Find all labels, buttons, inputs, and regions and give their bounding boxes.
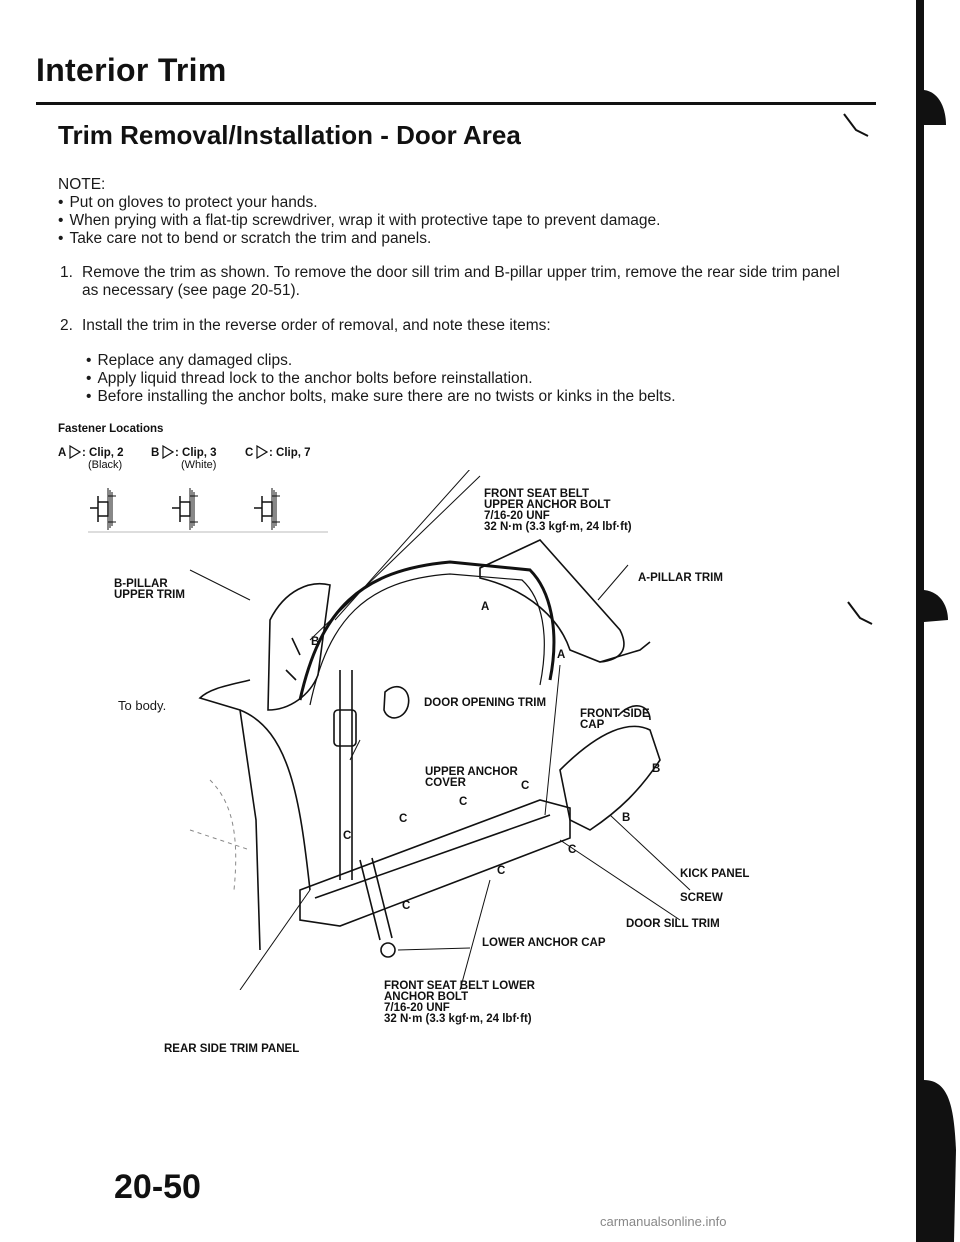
- step-text: Install the trim in the reverse order of removal, and note these items:: [82, 317, 551, 334]
- label-lower-anchor-cap: LOWER ANCHOR CAP: [482, 937, 606, 949]
- tag-c: C: [497, 865, 506, 877]
- label-door-sill-trim: DOOR SILL TRIM: [626, 918, 720, 930]
- label-front-side-cap: FRONT SIDE: [580, 708, 650, 720]
- fastener-b-letter: B: [151, 447, 160, 459]
- binding-strip: [880, 0, 960, 1242]
- note-item: • Take care not to bend or scratch the trim and panels.: [58, 230, 431, 248]
- tag-a: A: [557, 649, 566, 661]
- label-upper-bolt-torque: 32 N·m (3.3 kgf·m, 24 lbf·ft): [484, 521, 632, 533]
- label-lower-bolt: ANCHOR BOLT: [384, 991, 469, 1003]
- label-kick-panel: KICK PANEL: [680, 868, 750, 880]
- trim-illustration: [150, 470, 850, 990]
- triangle-icon: [162, 445, 174, 459]
- triangle-icon: [69, 445, 81, 459]
- a-pillar-trim: [480, 540, 624, 662]
- tag-c: C: [568, 844, 577, 856]
- tag-b: B: [622, 812, 631, 824]
- label-b-pillar: B-PILLAR: [114, 578, 168, 590]
- install-item: • Before installing the anchor bolts, make sure there are no twists or kinks in the belts.: [86, 388, 676, 406]
- label-door-opening-trim: DOOR OPENING TRIM: [424, 697, 547, 709]
- label-b-pillar: UPPER TRIM: [114, 589, 185, 601]
- fastener-heading: Fastener Locations: [58, 423, 164, 435]
- label-front-side-cap: CAP: [580, 719, 605, 731]
- fastener-a-sub: (Black): [88, 459, 123, 471]
- b-pillar-upper-trim: [268, 584, 330, 710]
- label-a-pillar-trim: A-PILLAR TRIM: [638, 572, 723, 584]
- fastener-c-text: : Clip, 7: [269, 447, 311, 459]
- label-rear-side-trim-panel: REAR SIDE TRIM PANEL: [164, 1043, 300, 1055]
- tag-c: C: [521, 780, 530, 792]
- fastener-a-text: : Clip, 2: [82, 447, 124, 459]
- label-lower-bolt: 7/16-20 UNF: [384, 1002, 450, 1014]
- watermark: carmanualsonline.info: [600, 1214, 727, 1229]
- step-number: 2.: [60, 317, 73, 334]
- label-upper-bolt: FRONT SEAT BELT: [484, 488, 589, 500]
- install-item: • Apply liquid thread lock to the anchor bolts before reinstallation.: [86, 370, 533, 388]
- install-item: • Replace any damaged clips.: [86, 352, 292, 370]
- step-text: Remove the trim as shown. To remove the door sill trim and B-pillar upper trim, remove the rear side trim panel: [82, 264, 840, 281]
- label-upper-bolt: 7/16-20 UNF: [484, 510, 550, 522]
- step-text: as necessary (see page 20-51).: [82, 282, 300, 299]
- label-to-body: To body.: [118, 698, 167, 713]
- fastener-b-text: : Clip, 3: [175, 447, 217, 459]
- title-rule: [36, 102, 876, 105]
- label-upper-anchor-cover: COVER: [425, 777, 466, 789]
- kick-panel-shape: [560, 726, 660, 830]
- step-number: 1.: [60, 264, 73, 281]
- page-number: 20-50: [114, 1168, 201, 1206]
- page-title: Trim Removal/Installation - Door Area: [58, 120, 521, 150]
- fastener-a-letter: A: [58, 447, 67, 459]
- label-lower-bolt-torque: 32 N·m (3.3 kgf·m, 24 lbf·ft): [384, 1013, 532, 1025]
- fastener-b-sub: (White): [181, 459, 217, 471]
- clip-a-icon: [90, 488, 116, 530]
- tag-a: A: [481, 601, 490, 613]
- label-screw: SCREW: [680, 892, 723, 904]
- tag-c: C: [399, 813, 408, 825]
- corner-mark-mid: [846, 598, 876, 628]
- note-label: NOTE:: [58, 176, 106, 193]
- note-item: • When prying with a flat-tip screwdriver, wrap it with protective tape to prevent damage.: [58, 212, 660, 230]
- fastener-c-letter: C: [245, 447, 254, 459]
- upper-anchor-cover-shape: [384, 687, 409, 718]
- tag-c: C: [402, 900, 411, 912]
- tag-c: C: [343, 830, 352, 842]
- corner-mark-top: [842, 110, 872, 140]
- triangle-icon: [256, 445, 268, 459]
- label-upper-bolt: UPPER ANCHOR BOLT: [484, 499, 611, 511]
- label-lower-bolt: FRONT SEAT BELT LOWER: [384, 980, 535, 992]
- label-upper-anchor-cover: UPPER ANCHOR: [425, 766, 518, 778]
- section-title: Interior Trim: [36, 52, 227, 88]
- tag-b: B: [311, 636, 320, 648]
- note-item: • Put on gloves to protect your hands.: [58, 194, 318, 212]
- tag-c: C: [459, 796, 468, 808]
- tag-b: B: [652, 763, 661, 775]
